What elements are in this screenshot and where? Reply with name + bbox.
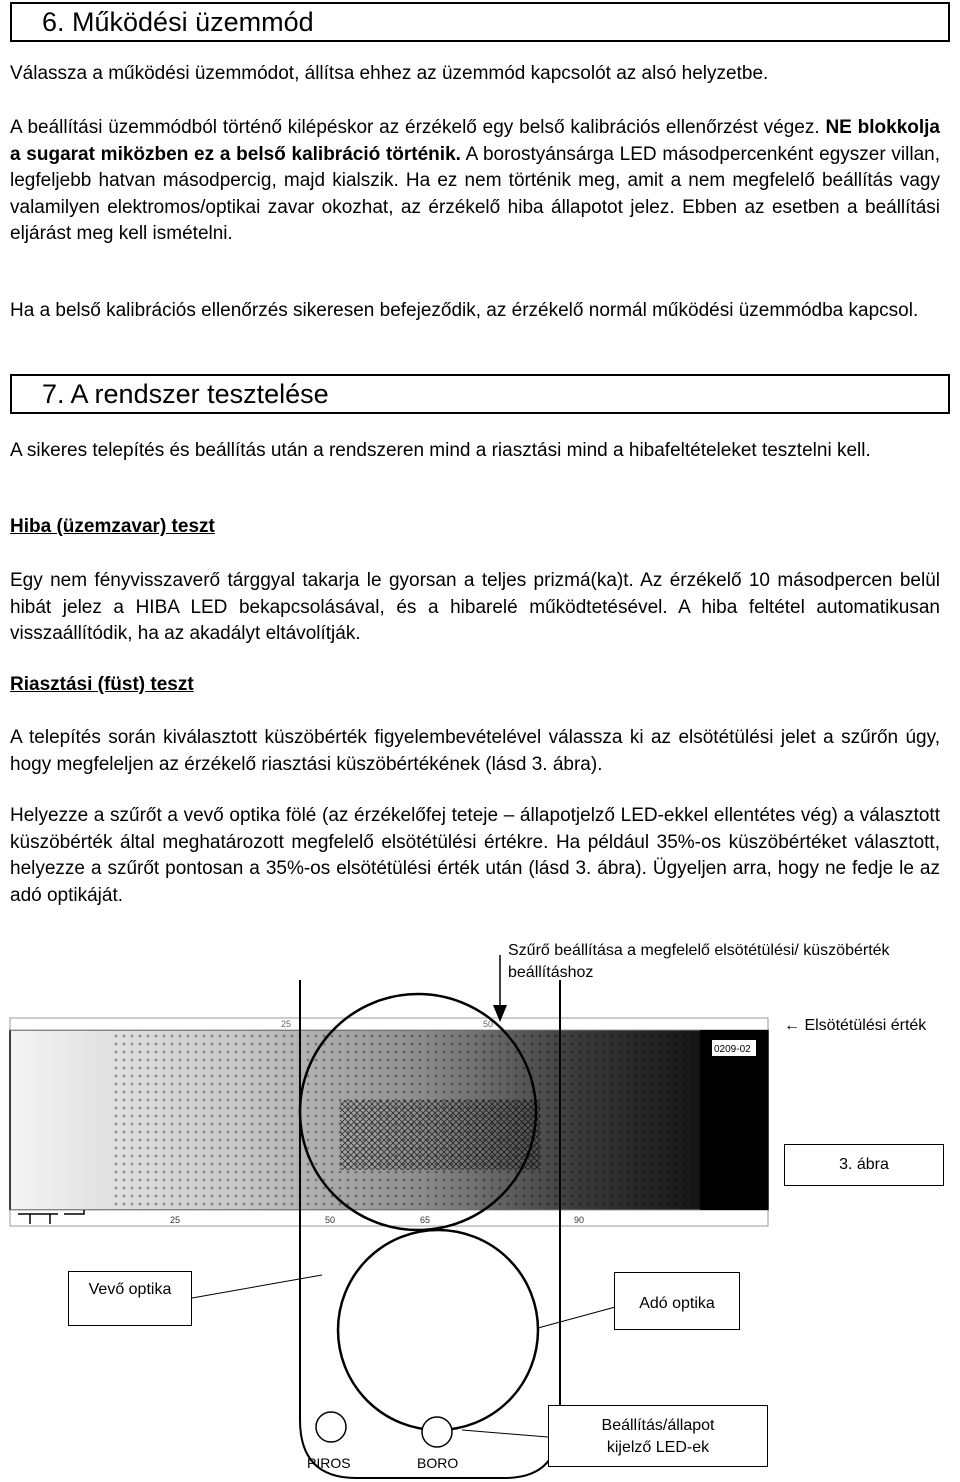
top-scale-25: 25 [281,1019,292,1029]
left-arrow-icon: ← [784,1017,800,1034]
filter-strip [10,1018,768,1226]
obscuration-label-text: Elsötétülési érték [804,1017,927,1034]
bottom-scale-90: 90 [574,1215,585,1225]
amber-led [422,1417,452,1447]
filter-top-scale [10,1018,768,1030]
bottom-scale-25: 25 [170,1215,181,1225]
filter-hatched-area [340,1100,540,1170]
section-6-paragraph-3: Ha a belső kalibrációs ellenőrzés sikeresen befejeződik, az érzékelő normál működési üzemmódba kapcsol. [10,300,919,321]
transmitter-optic-circle [338,1230,538,1430]
transmitter-label-box [614,1272,740,1330]
obscuration-label [784,1017,926,1035]
red-led [316,1412,346,1442]
section-6-title: 6. Működési üzemmód [42,7,314,37]
section-6-p2-end: A borostyánsárga LED másodpercenként egyszer villan, legfeljebb hatvan másodpercig, majd kialszik. Ha ez nem történik meg, amit a nem megfelelő beállítás vagy valamilyen elektromos/optikai zavar okozhat, az érzékelő hiba állapotot jelez. Ebben az esetben a beállítási eljárást meg kell ismételni. [10,143,940,244]
figure-caption: 3. ábra [839,1156,889,1173]
section-7-paragraph-1: A sikeres telepítés és beállítás után a rendszeren mind a riasztási mind a hibafeltételeket tesztelni kell. [10,440,871,461]
section-6-paragraph-1: Válassza a működési üzemmódot, állítsa ehhez az üzemmód kapcsolót az alsó helyzetbe. [10,63,769,84]
alarm-test-paragraph-1: A telepítés során kiválasztott küszöbérték figyelembevételével válassza ki az elsötétülési jelet a szűrőn úgy, hogy megfeleljen az érzékelő riasztási küszöbértékének (lásd 3. ábra). [10,727,940,775]
receiver-label-box [68,1271,192,1326]
fault-test-paragraph: Egy nem fényvisszaverő tárggyal takarja le gyorsan a teljes prizmá(ka)t. Az érzékelő 10 másodpercen belül hibát jelez a HIBA LED bekapcsolásával, és a hibarelé működtetésével. A hiba feltétel automatikusan visszaállítódik, ha az akadályt eltávolítják. [10,570,940,644]
receiver-leader-line [192,1275,322,1298]
filter-adjust-label [508,940,958,984]
amber-led-label: BORO [417,1455,459,1471]
section-7-title: 7. A rendszer tesztelése [42,379,329,409]
receiver-label: Vevő optika [88,1281,172,1298]
red-led-label: PIROS [307,1455,351,1471]
alarm-test-title: Riasztási (füst) teszt [10,674,194,695]
bottom-scale-50: 50 [325,1215,336,1225]
led-label-box [548,1405,768,1467]
figure-caption-box [784,1144,944,1186]
filter-adjust-label-line-1: Szűrő beállítása a megfelelő elsötétülési/ küszöbérték [508,942,890,959]
section-6-warning: NE blokkolja a sugarat miközben ez a belső kalibráció történik. [10,117,941,165]
filter-bottom-scale [10,1210,768,1226]
led-label-line-2: kijelző LED-ek [606,1439,710,1456]
top-scale-50: 50 [483,1019,494,1029]
led-leader-line [462,1430,548,1437]
alarm-test-paragraph-2: Helyezze a szűrőt a vevő optika fölé (az érzékelőfej teteje – állapotjelző LED-ekkel ellentétes vég) a választott küszöbérték által meghatározott megfelelő elsötétülési értékre. Ha például 35%-os küszöbértéket választott, helyezze a szűrőt pontosan a 35%-os elsötétülési érték után (lásd 3. ábra). Ügyeljen arra, hogy ne fedje le az adó optikáját. [10,805,940,906]
fault-test-title: Hiba (üzemzavar) teszt [10,516,215,537]
filter-adjust-label-line-2: beállításhoz [508,964,594,981]
part-code: 0209-02 [714,1044,751,1055]
transmitter-label: Adó optika [639,1295,715,1312]
filter-dark-end [700,1030,768,1210]
section-6-p2-start: A beállítási üzemmódból történő kilépéskor az érzékelő egy belső kalibrációs ellenőrzést végez. [10,117,826,138]
led-label-line-1: Beállítás/állapot [601,1417,715,1434]
bottom-scale-65: 65 [420,1215,431,1225]
